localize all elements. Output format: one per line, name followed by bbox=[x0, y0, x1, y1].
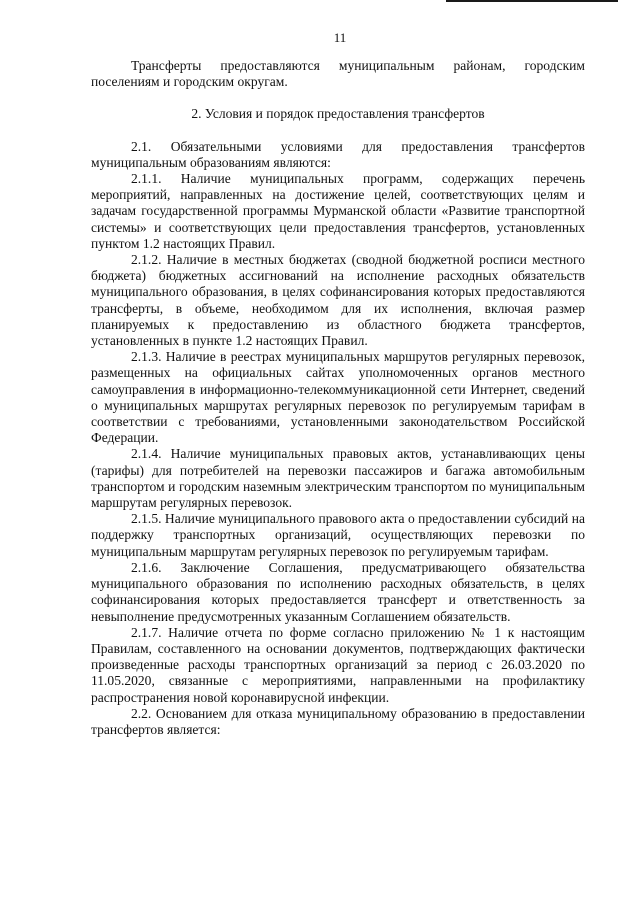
paragraph-2-1-7: 2.1.7. Наличие отчета по форме согласно приложению № 1 к настоящим Правилам, составленного на основании документов, подтверждающих фактически произведенные расходы транспортных организаций за период с 26.03.2020 по 11.05.2020, связанные с мероприятиями, направленными на профилактику распространения новой коронавирусной инфекции. bbox=[91, 624, 585, 705]
paragraph-2-1-3: 2.1.3. Наличие в реестрах муниципальных маршрутов регулярных перевозок, размещенных на официальных сайтах уполномоченных органов местного самоуправления в информационно-телекоммуникационной сети Интернет, сведений о муниципальных маршрутах регулярных перевозок по регулируемым тарифам в соответствии с требованиями, установленными законодательством Российской Федерации. bbox=[91, 349, 585, 446]
paragraph-2-2: 2.2. Основанием для отказа муниципальному образованию в предоставлении трансфертов является: bbox=[91, 705, 585, 737]
paragraph-2-1-4: 2.1.4. Наличие муниципальных правовых актов, устанавливающих цены (тарифы) для потребителей на перевозки пассажиров и багажа автомобильным транспортом и городским наземным электрическим транспортом по муниципальным маршрутам регулярных перевозок. bbox=[91, 446, 585, 511]
paragraph-2-1-2: 2.1.2. Наличие в местных бюджетах (сводной бюджетной росписи местного бюджета) бюджетных ассигнований на исполнение расходных обязательств муниципального образования, в целях софинансирования которых предоставляются трансферты, в объеме, необходимом для их исполнения, включая размер планируемых к предоставлению из областного бюджета трансфертов, установленных в пункте 1.2 настоящих Правил. bbox=[91, 252, 585, 349]
intro-paragraph: Трансферты предоставляются муниципальным районам, городским поселениям и городским округам. bbox=[91, 58, 585, 90]
section-title: 2. Условия и порядок предоставления трансфертов bbox=[191, 106, 485, 122]
document-body bbox=[91, 58, 585, 738]
paragraph-2-1-6: 2.1.6. Заключение Соглашения, предусматривающего обязательства муниципального образования по исполнению расходных обязательств, в целях софинансирования которых предоставляется трансферт и ответственность за невыполнение предусмотренных указанным Соглашением обязательств. bbox=[91, 559, 585, 624]
paragraph-2-1-5: 2.1.5. Наличие муниципального правового акта о предоставлении субсидий на поддержку транспортных организаций, осуществляющих перевозки по муниципальным маршрутам регулярных перевозок по регулируемым тарифам. bbox=[91, 511, 585, 559]
paragraph-2-1-1: 2.1.1. Наличие муниципальных программ, содержащих перечень мероприятий, направленных на достижение целей, соответствующих целям и задачам государственной программы Мурманской области «Развитие транспортной системы» и соответствующих цели предоставления трансфертов, установленных пунктом 1.2 настоящих Правил. bbox=[91, 171, 585, 251]
top-rule bbox=[446, 0, 618, 2]
paragraph-2-1: 2.1. Обязательными условиями для предоставления трансфертов муниципальным образованиям являются: bbox=[91, 138, 585, 170]
page-number: 11 bbox=[333, 30, 347, 45]
